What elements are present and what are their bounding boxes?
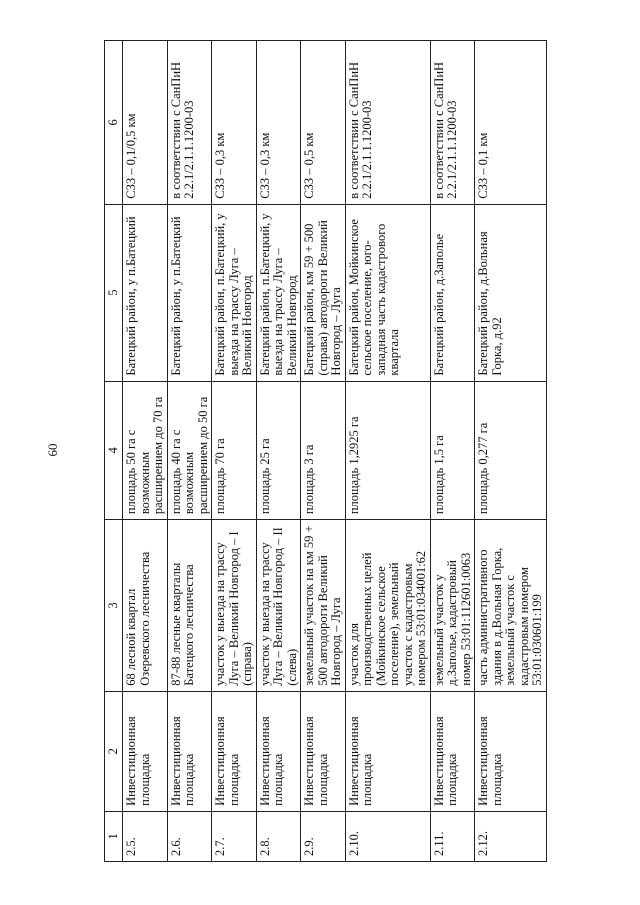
site-type: Инвестиционная площадка [167,691,212,811]
site-area: площадь 50 га с возможным расширением до 70 га [123,381,168,520]
site-description: участок у выезда на трассу Луга – Великий Новгород – II (слева) [256,520,301,692]
row-number: 2.12. [475,811,547,861]
site-location: Батецкий район, км 59 + 500 (справа) автодороги Великий Новгород – Луга [301,204,346,381]
site-description: участок для производственных целей (Мойкинское сельское поселение), земельный участок с кадастровым номером 53:01:034001:62 [345,520,430,692]
site-location: Батецкий район, у п.Батецкий [123,204,168,381]
column-header: 6 [105,41,123,205]
site-description: 68 лесной квартал Озеревского лесничества [123,520,168,692]
site-area: площадь 40 га с возможным расширением до 50 га [167,381,212,520]
header-row [105,41,123,862]
table-row [256,41,301,862]
sanitary-zone: СЗЗ – 0,3 км [256,41,301,205]
site-location: Батецкий район, п.Батецкий, у выезда на трассу Луга – Великий Новгород [212,204,257,381]
sanitary-zone: в соответствии с СанПиН 2.2.1/2.1.1.1200-03 [345,41,430,205]
table-row [123,41,168,862]
site-area: площадь 0,277 га [475,381,547,520]
sanitary-zone: в соответствии с СанПиН 2.2.1/2.1.1.1200-03 [430,41,475,205]
site-location: Батецкий район, д.Вольная Горка, д.92 [475,204,547,381]
row-number: 2.8. [256,811,301,861]
site-type: Инвестиционная площадка [212,691,257,811]
rotated-page-content [104,40,544,862]
site-description: часть административного здания в д.Вольная Горка, земельный участок с кадастровым номером 53:01:030601:199 [475,520,547,692]
site-description: земельный участок на км 59 + 500 автодороги Великий Новгород – Луга [301,520,346,692]
site-type: Инвестиционная площадка [301,691,346,811]
site-location: Батецкий район, д.Заполье [430,204,475,381]
site-area: площадь 1,2925 га [345,381,430,520]
site-type: Инвестиционная площадка [123,691,168,811]
site-type: Инвестиционная площадка [475,691,547,811]
table-row [167,41,212,862]
row-number: 2.10. [345,811,430,861]
column-header: 2 [105,691,123,811]
site-type: Инвестиционная площадка [345,691,430,811]
site-location: Батецкий район, у п.Батецкий [167,204,212,381]
column-header: 1 [105,811,123,861]
site-area: площадь 3 га [301,381,346,520]
column-header: 5 [105,204,123,381]
sanitary-zone: СЗЗ – 0,3 км [212,41,257,205]
table-row [212,41,257,862]
row-number: 2.7. [212,811,257,861]
row-number: 2.9. [301,811,346,861]
page-number: 60 [45,443,60,457]
site-description: земельный участок у д.Заполье, кадастровый номер 53:01:112601:0063 [430,520,475,692]
site-area: площадь 25 га [256,381,301,520]
site-description: 87-88 лесные кварталы Батецкого лесничества [167,520,212,692]
site-description: участок у выезда на трассу Луга – Великий Новгород – I (справа) [212,520,257,692]
investment-sites-table [104,40,547,862]
sanitary-zone: СЗЗ – 0,1 км [475,41,547,205]
site-type: Инвестиционная площадка [430,691,475,811]
table-body [105,41,547,862]
site-location: Батецкий район, п.Батецкий, у выезда на трассу Луга – Великий Новгород [256,204,301,381]
site-location: Батецкий район, Мойкинское сельское поселение, юго-западная часть кадастрового квартала [345,204,430,381]
site-area: площадь 1,5 га [430,381,475,520]
table-row [345,41,430,862]
sanitary-zone: в соответствии с СанПиН 2.2.1/2.1.1.1200-03 [167,41,212,205]
row-number: 2.6. [167,811,212,861]
sanitary-zone: СЗЗ – 0,5 км [301,41,346,205]
row-number: 2.5. [123,811,168,861]
column-header: 3 [105,520,123,692]
site-area: площадь 70 га [212,381,257,520]
table-row [475,41,547,862]
row-number: 2.11. [430,811,475,861]
table-row [301,41,346,862]
column-header: 4 [105,381,123,520]
sanitary-zone: СЗЗ – 0,1/0,5 км [123,41,168,205]
site-type: Инвестиционная площадка [256,691,301,811]
table-row [430,41,475,862]
